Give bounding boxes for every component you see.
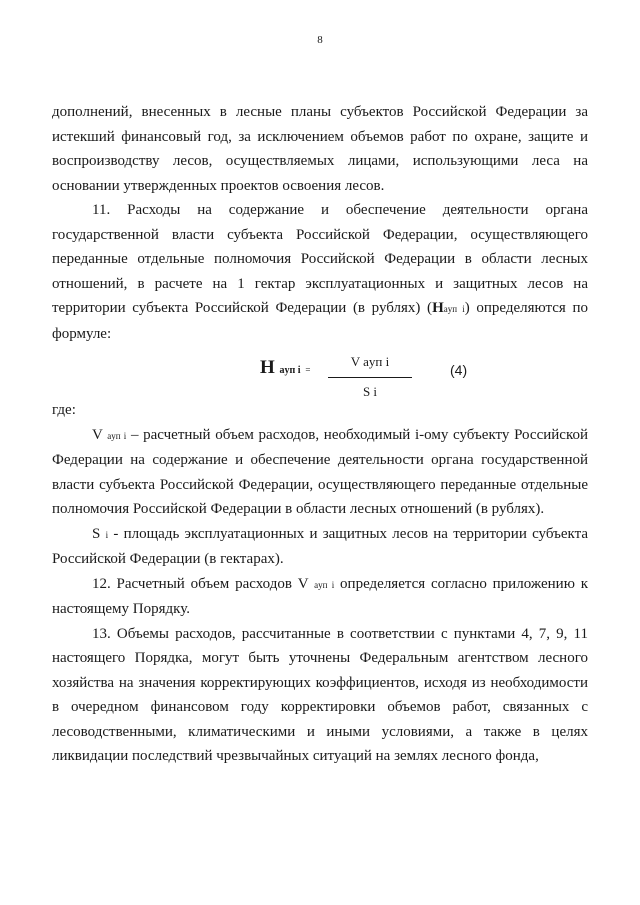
formula-fraction <box>328 350 412 404</box>
formula-number: (4) <box>450 362 468 378</box>
definition-s-text: - площадь эксплуатационных и защитных лесов на территории субъекта Российской Федерации (в гектарах). <box>52 525 589 567</box>
paragraph-12-start: 12. Расчетный объем расходов V <box>92 575 309 592</box>
formula-lhs-symbol: Н <box>260 357 275 378</box>
paragraph-13: 13. Объемы расходов, рассчитанные в соответствии с пунктами 4, 7, 9, 11 настоящего Порядка, могут быть уточнены Федеральным агентством лесного хозяйства на значения корректирующих коэффициентов, исходя из необходимости в очередном финансовом году корректировки объемов работ, связанных с лесоводственными, климатическими и иными условиями, а также в целях ликвидации последствий чрезвычайных ситуаций на землях лесного фонда, <box>52 625 588 764</box>
where-label: где: <box>52 402 76 418</box>
paragraph-11 <box>52 198 588 346</box>
paragraph-11-text: 11. Расходы на содержание и обеспечение деятельности органа государственной власти субъекта Российской Федерации, осуществляющего переданные отдельные полномочия Российской Федерации в области лесных отношений, в расчете на 1 гектар эксплуатационных и защитных лесов на территории субъекта Российской Федерации (в рублях) ( <box>52 202 588 316</box>
definition-s-symbol: S <box>92 525 101 542</box>
paragraph-continuation: дополнений, внесенных в лесные планы субъектов Российской Федерации за истекший финансовый год, за исключением объемов работ по охране, защите и воспроизводству лесов, осуществляемых лицами, использующими леса на основании утвержденных проектов освоения лесов. <box>52 104 588 194</box>
formula-lhs <box>260 356 310 384</box>
document-body <box>52 100 588 769</box>
definition-s <box>52 522 588 572</box>
paragraph-12 <box>52 572 588 622</box>
definition-v-text: – расчетный объем расходов, необходимый i-ому субъекту Российской Федерации на содержание и обеспечение деятельности органа государственной власти субъекта Российской Федерации, осуществляющего переданные отдельные полномочия Российской Федерации в области лесных отношений (в рублях). <box>52 426 589 517</box>
definition-v-subscript: аyп i <box>107 430 127 441</box>
formula-numerator: V аyп i <box>328 350 412 378</box>
paragraph-12-subscript: аyп i <box>314 579 335 590</box>
definition-v-symbol: V <box>92 426 103 443</box>
formula-4 <box>52 348 588 399</box>
page-number: 8 <box>317 34 323 46</box>
formula-denominator: S i <box>362 383 378 399</box>
definition-s-subscript: i <box>105 529 109 540</box>
formula-lhs-subscript: аyп i <box>279 365 301 376</box>
paragraph-11-end: ) определяются по формуле: <box>52 300 588 342</box>
paragraph-11-subscript: аyп i <box>443 304 465 314</box>
paragraph-12-end: определяется согласно приложению к настоящему Порядку. <box>52 575 589 617</box>
paragraph-11-symbol: Н <box>432 300 444 316</box>
definition-v <box>52 423 588 522</box>
formula-equals: = <box>305 365 311 375</box>
